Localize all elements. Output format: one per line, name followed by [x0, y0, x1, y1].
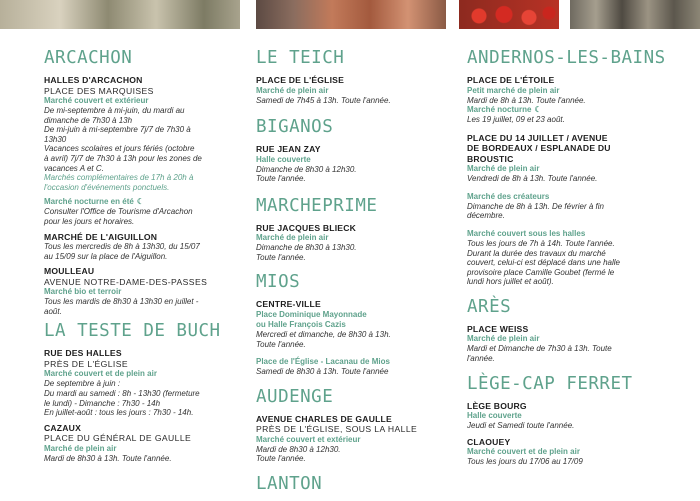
- market-address: PLACE DES MARQUISES: [44, 85, 154, 96]
- market-name: RUE DES HALLES: [44, 348, 122, 359]
- city-heading-mios: MIOS: [256, 272, 301, 293]
- market-name: MARCHÉ DE L'AIGUILLON: [44, 231, 158, 242]
- oysters-photo: [570, 0, 700, 29]
- market-type: Marché bio et terroir: [44, 287, 122, 297]
- market-schedule: Samedi de 8h30 à 13h. Toute l'année: [256, 367, 389, 377]
- city-heading-la-teste: LA TESTE DE BUCH: [44, 321, 221, 342]
- moon-icon: ☾: [136, 197, 144, 207]
- market-entry-claouey: [467, 437, 667, 467]
- market-entry-rue-des-halles: [44, 348, 244, 417]
- city-heading-biganos: BIGANOS: [256, 117, 334, 138]
- market-schedule: Jeudi et Samedi toute l'année.: [467, 421, 575, 431]
- city-heading-lanton: LANTON: [256, 473, 323, 494]
- market-name: PLACE DE L'ÉGLISE: [256, 75, 345, 85]
- market-type: Halle couverte: [256, 154, 311, 164]
- market-entry-nocturne-arcachon: [44, 197, 244, 226]
- market-name: RUE JEAN ZAY: [256, 144, 321, 155]
- market-entry-cazaux: [44, 423, 244, 464]
- market-entry-biganos: [256, 144, 446, 184]
- market-schedule: Dimanche de 8h30 à 13h30. Toute l'année.: [256, 243, 357, 262]
- market-schedule: Vendredi de 8h à 13h. Toute l'année.: [467, 174, 598, 184]
- market-type: Marché couvert et extérieur: [44, 96, 149, 105]
- seafood-stall-photo: [256, 0, 446, 29]
- market-schedule: Mardi de 8h à 13h. Toute l'année.: [467, 95, 586, 105]
- city-heading-arcachon: ARCACHON: [44, 48, 133, 68]
- column-left: [44, 48, 244, 468]
- market-type: Marché nocturne en été ☾: [44, 197, 144, 207]
- market-name: PLACE DU 14 JUILLET / AVENUE DE BORDEAUX / ESPLANADE DU BROUSTIC: [467, 132, 611, 164]
- market-type: Marché de plein air: [467, 164, 540, 174]
- market-entry-lacanau-de-mios: [256, 357, 446, 377]
- market-type: Marché de plein air: [256, 233, 329, 243]
- market-type: Marché couvert et de plein air: [44, 369, 157, 379]
- market-entry-aiguillon: [44, 232, 244, 262]
- market-schedule: Mercredi et dimanche, de 8h30 à 13h. Toute l'année.: [256, 329, 391, 349]
- market-entry-createurs: [467, 192, 667, 221]
- market-entry-moulleau: [44, 266, 244, 316]
- market-type: Marché de plein air: [256, 85, 329, 95]
- market-schedule: Mardi de 8h30 à 13h. Toute l'année.: [44, 453, 172, 463]
- market-schedule: De septembre à juin : Du mardi au samedi : 8h - 13h30 (fermeture le lundi) - Dimanche : 7h30 - 14h En juillet-août : tous les jours : 7h30 - 14h.: [44, 379, 200, 418]
- market-schedule: Tous les jours de 7h à 14h. Toute l'année. Durant la durée des travaux du marché couvert, celui-ci est déplacé dans une halle provisoire place Camille Goubet (fermé le lundi hors juillet et août).: [467, 238, 620, 287]
- market-entry-lege-bourg: [467, 401, 667, 431]
- tomatoes-photo: [459, 0, 559, 29]
- market-entry-place-14-juillet: [467, 133, 667, 184]
- market-type: Halle couverte: [467, 411, 522, 421]
- market-entry-place-weiss: [467, 324, 667, 364]
- column-right: [467, 48, 667, 472]
- market-schedule: Samedi de 7h45 à 13h. Toute l'année.: [256, 95, 391, 105]
- market-type: Marché des créateurs: [467, 191, 550, 201]
- market-schedule: Mardi et Dimanche de 7h30 à 13h. Toute l'année.: [467, 344, 612, 364]
- market-entry-marcheprime: [256, 223, 446, 263]
- market-type: Place de l'Église - Lacanau de Mios: [256, 357, 390, 367]
- market-name: PLACE WEISS: [467, 323, 529, 334]
- market-type: Marché couvert et de plein air: [467, 447, 580, 457]
- market-name: MOULLEAU: [44, 266, 95, 277]
- market-name: HALLES D'ARCACHON: [44, 75, 143, 85]
- market-schedule: Dimanche de 8h à 13h. De février à fin décembre.: [467, 201, 604, 221]
- market-schedule: Les 19 juillet, 09 et 23 août.: [467, 115, 565, 125]
- market-schedule: Tous les mercredis de 8h à 13h30, du 15/07 au 15/09 sur la place de l'Aiguillon.: [44, 242, 200, 261]
- market-address: PLACE DU GÉNÉRAL DE GAULLE: [44, 433, 192, 444]
- market-entry-sous-les-halles: [467, 229, 667, 287]
- market-schedule: Mardi de 8h30 à 12h30. Toute l'année.: [256, 444, 341, 464]
- market-entry-audenge: [256, 414, 446, 464]
- city-heading-ares: ARÈS: [467, 296, 512, 317]
- market-note: Marchés complémentaires de 17h à 20h à l'occasion d'événements ponctuels.: [44, 173, 194, 192]
- market-address: PRÈS DE L'ÉGLISE: [44, 358, 128, 369]
- market-name: LÈGE BOURG: [467, 400, 527, 411]
- market-entry-halles-arcachon: [44, 75, 244, 192]
- market-schedule: De mi-septembre à mi-juin, du mardi au dimanche de 7h30 à 13h De mi-juin à mi-septembre 7j/7 de 7h30 à 13h30 Vacances scolaires et jours fériés (octobre à avril) 7j/7 de 7h30 à 13h pour les zones de vacances A et C.: [44, 106, 202, 173]
- market-name: CLAOUEY: [467, 436, 511, 447]
- market-name: PLACE DE L'ÉTOILE: [467, 75, 555, 85]
- city-heading-lege-cap-ferret: LÈGE-CAP FERRET: [467, 373, 633, 394]
- market-type: Marché couvert sous les halles: [467, 228, 586, 238]
- market-schedule: Tous les jours du 17/06 au 17/09: [467, 457, 583, 467]
- market-type-nocturne: Marché nocturne ☾: [467, 105, 542, 115]
- market-name: CAZAUX: [44, 422, 82, 433]
- city-heading-marcheprime: MARCHEPRIME: [256, 195, 378, 216]
- moon-icon: ☾: [534, 105, 542, 115]
- city-heading-andernos: ANDERNOS-LES-BAINS: [467, 48, 666, 68]
- market-name: CENTRE-VILLE: [256, 299, 321, 310]
- market-schedule: Dimanche de 8h30 à 12h30. Toute l'année.: [256, 164, 357, 184]
- market-schedule: Tous les mardis de 8h30 à 13h30 en juillet - août.: [44, 297, 199, 316]
- market-stall-photo: [0, 0, 240, 29]
- city-heading-audenge: AUDENGE: [256, 386, 334, 407]
- market-type: Place Dominique Mayonnade ou Halle François Cazis: [256, 309, 367, 329]
- market-name: AVENUE CHARLES DE GAULLE: [256, 413, 392, 424]
- market-type: Marché de plein air: [44, 443, 117, 453]
- market-name: RUE JACQUES BLIECK: [256, 222, 357, 233]
- market-type: Petit marché de plein air: [467, 85, 560, 95]
- market-entry-le-teich: [256, 75, 446, 105]
- market-type: Marché couvert et extérieur: [256, 434, 361, 444]
- market-address: AVENUE NOTRE-DAME-DES-PASSES: [44, 276, 208, 287]
- market-type: Marché de plein air: [467, 334, 540, 344]
- market-schedule: Consulter l'Office de Tourisme d'Arcachon pour les jours et horaires.: [44, 207, 193, 226]
- photo-strip: [0, 0, 700, 30]
- city-heading-le-teich: LE TEICH: [256, 48, 345, 68]
- market-entry-place-etoile: [467, 75, 667, 125]
- market-address: PRÈS DE L'ÉGLISE, SOUS LA HALLE: [256, 424, 418, 435]
- market-entry-mios-centre: [256, 299, 446, 349]
- column-middle: [256, 48, 446, 501]
